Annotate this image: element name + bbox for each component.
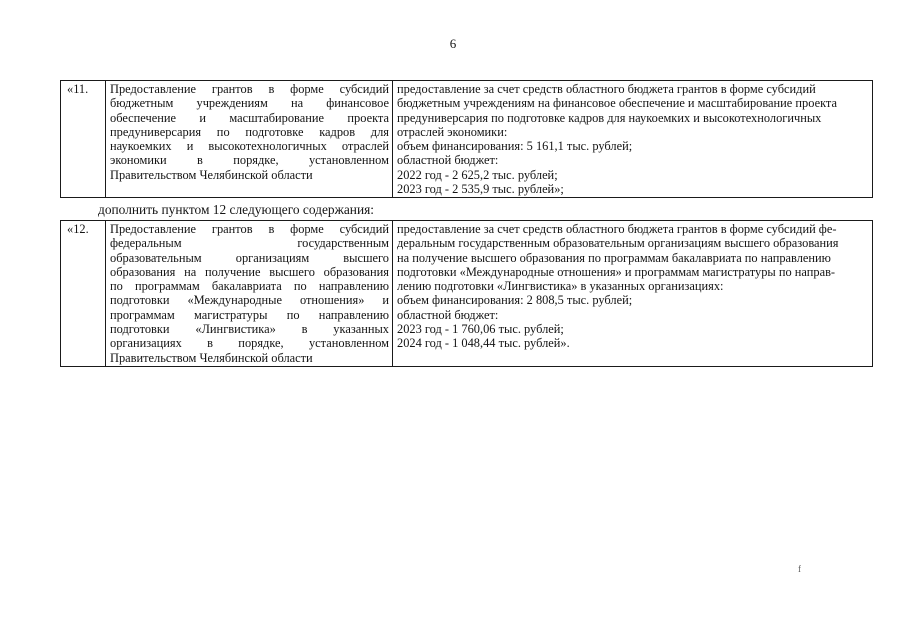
item-description	[393, 81, 873, 198]
item-description	[393, 221, 873, 367]
item-name-line: по программам бакалавриата по направлению	[110, 279, 389, 294]
item-description-line: объем финансирования: 2 808,5 тыс. рублей;	[397, 293, 633, 308]
item-name-line: Правительством Челябинской области	[110, 167, 313, 182]
item-name-line: образования на получение высшего образования	[110, 264, 389, 279]
table-row	[61, 221, 873, 367]
item-number: «11.	[61, 81, 106, 198]
item-description-line: бюджетным учреждениям на финансовое обеспечение и масштабирование проекта	[397, 96, 837, 111]
item-description-line: 2023 год - 2 535,9 тыс. рублей»;	[397, 182, 564, 197]
item-description-line: 2023 год - 1 760,06 тыс. рублей;	[397, 322, 564, 337]
item-name-line: федеральным государственным	[110, 236, 389, 251]
corner-mark: f	[798, 564, 801, 574]
item-description-line: на получение высшего образования по программам бакалавриата по направлению	[397, 250, 831, 265]
item-number: «12.	[61, 221, 106, 367]
item-12-table	[60, 220, 873, 367]
item-name-line: предуниверсария по подготовке кадров для	[110, 124, 389, 139]
item-name-line: Предоставление грантов в форме субсидий	[110, 82, 389, 96]
item-description-line: лению подготовки «Лингвистика» в указанных организациях:	[397, 279, 724, 294]
item-description-line: предоставление за счет средств областного бюджета грантов в форме субсидий	[397, 82, 816, 96]
item-name	[106, 81, 393, 198]
item-name-line: экономики в порядке, установленном	[110, 153, 389, 168]
addition-note: дополнить пунктом 12 следующего содержания:	[98, 202, 375, 217]
item-name	[106, 221, 393, 367]
item-name-line: образовательным организациям высшего	[110, 250, 389, 265]
item-description-line: объем финансирования: 5 161,1 тыс. рублей;	[397, 139, 633, 154]
item-description-line: 2022 год - 2 625,2 тыс. рублей;	[397, 167, 558, 182]
item-11-table	[60, 80, 873, 198]
item-description-line: отраслей экономики:	[397, 124, 508, 139]
item-name-line: Правительством Челябинской области	[110, 350, 313, 365]
item-description-line: областной бюджет:	[397, 307, 499, 322]
item-description-line: деральным государственным образовательным организациям высшего образования	[397, 236, 839, 251]
item-name-line: обеспечение и масштабирование проекта	[110, 110, 389, 125]
item-name-line: наукоемких и высокотехнологичных отраслей	[110, 139, 389, 154]
item-name-line: бюджетным учреждениям на финансовое	[110, 96, 389, 111]
item-name-line: Предоставление грантов в форме субсидий	[110, 222, 389, 236]
table-row	[61, 81, 873, 198]
item-description-line: 2024 год - 1 048,44 тыс. рублей».	[397, 336, 570, 351]
item-description-line: подготовки «Международные отношения» и программам магистратуры по направ-	[397, 264, 836, 279]
page-number: 6	[449, 36, 457, 51]
item-name-line: организациях в порядке, установленном	[110, 336, 389, 351]
item-description-line: областной бюджет:	[397, 153, 499, 168]
item-name-line: программам магистратуры по направлению	[110, 307, 389, 322]
item-name-line: подготовки «Международные отношения» и	[110, 293, 389, 308]
item-description-line: предоставление за счет средств областного бюджета грантов в форме субсидий фе-	[397, 222, 837, 236]
item-description-line: предуниверсария по подготовке кадров для наукоемких и высокотехнологичных	[397, 110, 822, 125]
item-name-line: подготовки «Лингвистика» в указанных	[110, 322, 389, 337]
